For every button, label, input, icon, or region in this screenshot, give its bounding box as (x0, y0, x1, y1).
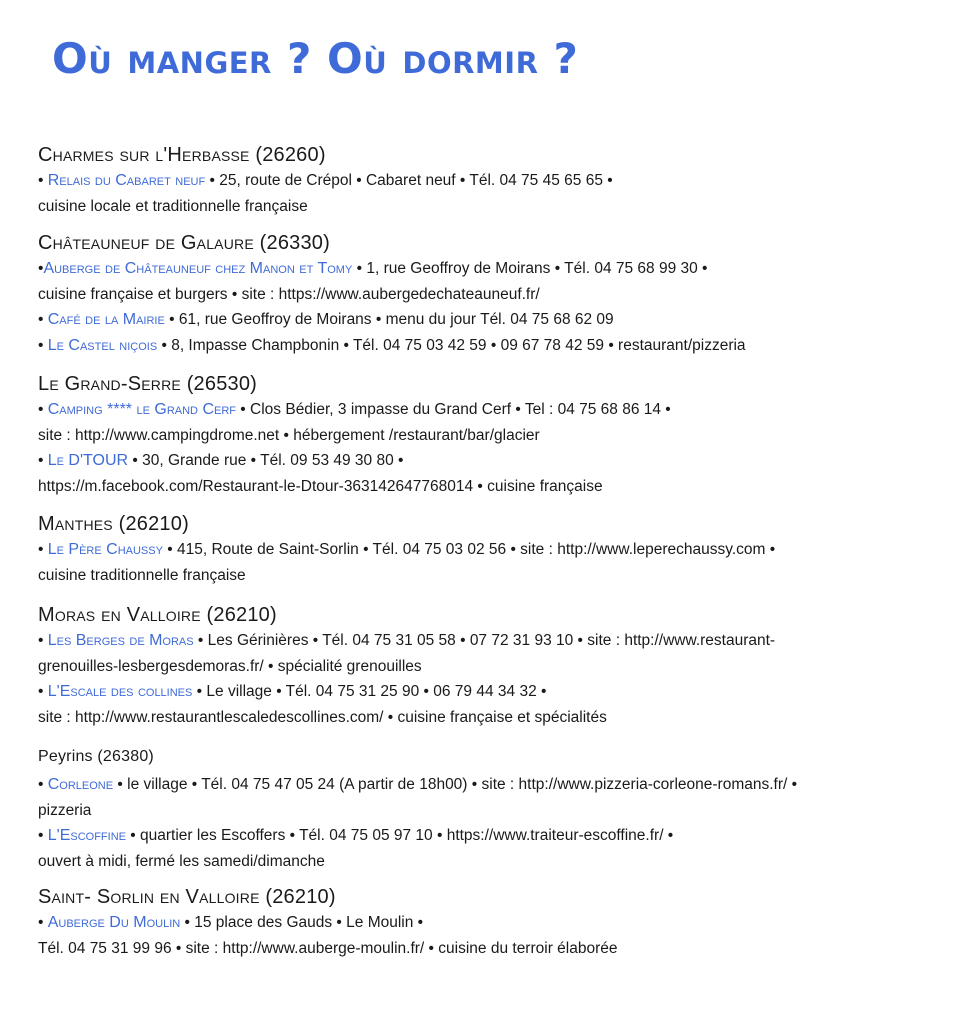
bullet: • (38, 827, 48, 845)
venue-line (38, 333, 958, 359)
bullet: • (38, 776, 48, 793)
town-heading: Châteauneuf de Galaure (26330) (38, 232, 330, 254)
town-heading: Peyrins (26380) (38, 748, 154, 765)
venue-text: cuisine traditionnelle française (38, 566, 246, 584)
town-heading: Manthes (26210) (38, 513, 189, 535)
venue-detail (38, 936, 958, 962)
venue-detail (38, 423, 958, 449)
venue-detail (38, 705, 958, 731)
venue-detail (38, 849, 958, 875)
venue-text: https://m.facebook.com/Restaurant-le-Dtour-363142647768014 • cuisine française (38, 478, 603, 496)
venue-detail (38, 194, 958, 220)
town-heading: Saint- Sorlin en Valloire (26210) (38, 886, 336, 908)
venue-line (38, 772, 958, 798)
venue-detail (38, 474, 958, 500)
venue-name: Corleone (47, 776, 114, 793)
venue-text: • Clos Bédier, 3 impasse du Grand Cerf • Tel : 04 75 68 86 14 • (236, 401, 671, 418)
town-heading: Moras en Valloire (26210) (38, 604, 277, 626)
town-heading: Charmes sur l'Herbasse (26260) (38, 144, 326, 166)
venue-line (38, 256, 958, 282)
venue-name: Le Père Chaussy (47, 541, 163, 558)
venue-text: • Les Gérinières • Tél. 04 75 31 05 58 • 07 72 31 93 10 • site : http://www.restaurant- (193, 632, 776, 649)
bullet: • (38, 632, 48, 649)
venue-detail (38, 282, 958, 308)
venue-line (38, 628, 958, 654)
bullet: • (38, 452, 48, 470)
venue-text: • 415, Route de Saint-Sorlin • Tél. 04 75 03 02 56 • site : http://www.leperechaussy.com • (162, 541, 776, 558)
bullet: • (38, 401, 48, 418)
venue-name: L'Escale des collines (47, 683, 193, 701)
venue-name: Les Berges de Moras (47, 632, 194, 649)
venue-text: pizzeria (38, 801, 92, 819)
bullet: • (38, 260, 44, 277)
town-heading: Le Grand-Serre (26530) (38, 373, 258, 395)
venue-detail (38, 563, 958, 589)
venue-text: • quartier les Escoffers • Tél. 04 75 05 97 10 • https://www.traiteur-escoffine.fr/ • (125, 827, 674, 845)
town-section (38, 746, 958, 875)
venue-line (38, 168, 958, 194)
venue-text: ouvert à midi, fermé les samedi/dimanche (38, 853, 325, 871)
venue-text: cuisine française et burgers • site : https://www.aubergedechateauneuf.fr/ (38, 285, 540, 303)
venue-text: site : http://www.restaurantlescaledescollines.com/ • cuisine française et spécialités (38, 709, 607, 727)
bullet: • (38, 683, 48, 701)
venue-name: Le Castel niçois (47, 337, 158, 355)
venue-detail (38, 654, 958, 680)
venue-name: Le D'TOUR (47, 452, 129, 470)
bullet: • (38, 172, 48, 189)
venue-name: Auberge Du Moulin (47, 914, 181, 931)
town-section (38, 884, 958, 961)
venue-text: • 1, rue Geoffroy de Moirans • Tél. 04 75 68 99 30 • (352, 260, 708, 277)
town-section (38, 142, 958, 219)
venue-text: • 30, Grande rue • Tél. 09 53 49 30 80 • (128, 452, 404, 470)
venue-line (38, 823, 958, 849)
bullet: • (38, 541, 48, 558)
venue-line (38, 910, 958, 936)
bullet: • (38, 311, 48, 329)
venue-detail (38, 798, 958, 824)
venue-name: L'Escoffine (47, 827, 126, 845)
venue-text: • 8, Impasse Champbonin • Tél. 04 75 03 42 59 • 09 67 78 42 59 • restaurant/pizzeria (157, 337, 746, 355)
venue-text: • 61, rue Geoffroy de Moirans • menu du jour Tél. 04 75 68 62 09 (164, 311, 614, 329)
town-section (38, 602, 958, 731)
venue-text: • Le village • Tél. 04 75 31 25 90 • 06 79 44 34 32 • (192, 683, 547, 701)
venue-text: • le village • Tél. 04 75 47 05 24 (A partir de 18h00) • site : http://www.pizzeria-corleone-romans.fr/ • (113, 776, 798, 793)
town-section (38, 230, 958, 359)
venue-text: • 15 place des Gauds • Le Moulin • (180, 914, 424, 931)
venue-line (38, 679, 958, 705)
venue-text: • 25, route de Crépol • Cabaret neuf • Tél. 04 75 45 65 65 • (205, 172, 613, 189)
town-section (38, 371, 958, 500)
town-section (38, 511, 958, 588)
bullet: • (38, 337, 48, 355)
venue-line (38, 537, 958, 563)
venue-text: site : http://www.campingdrome.net • hébergement /restaurant/bar/glacier (38, 426, 540, 444)
venue-text: cuisine locale et traditionnelle française (38, 197, 308, 215)
venue-name: Auberge de Châteauneuf chez Manon et Tomy (43, 260, 353, 277)
venue-line (38, 397, 958, 423)
venue-text: Tél. 04 75 31 99 96 • site : http://www.auberge-moulin.fr/ • cuisine du terroir élaborée (38, 939, 618, 957)
venue-name: Relais du Cabaret neuf (47, 172, 206, 189)
venue-line (38, 307, 958, 333)
page-title: Où manger ? Où dormir ? (52, 34, 579, 83)
bullet: • (38, 914, 48, 931)
venue-line (38, 448, 958, 474)
venue-text: grenouilles-lesbergesdemoras.fr/ • spécialité grenouilles (38, 657, 422, 675)
venue-name: Café de la Mairie (47, 311, 165, 329)
venue-name: Camping **** le Grand Cerf (47, 401, 236, 418)
